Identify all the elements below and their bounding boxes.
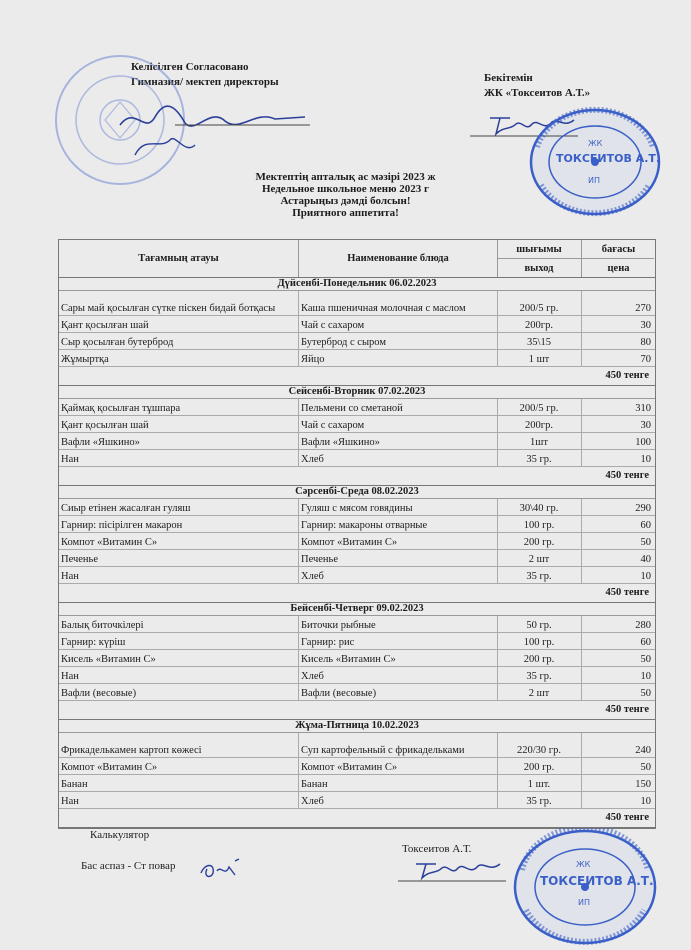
- dish-price: 50: [640, 537, 651, 548]
- dish-name-kz: Вафли (весовые): [61, 688, 137, 699]
- header-ru-cell: [299, 240, 497, 277]
- column-divider: [581, 333, 582, 349]
- menu-row: [59, 550, 655, 567]
- dish-portion: 200/5 гр.: [519, 403, 559, 414]
- column-divider: [298, 616, 299, 632]
- dish-name-ru: Гарнир: макароны отварные: [301, 520, 428, 531]
- dish-name-ru: Вафли (весовые): [301, 688, 377, 699]
- menu-row: [59, 499, 655, 516]
- column-divider: [497, 450, 498, 466]
- dish-name-ru: Банан: [301, 779, 328, 790]
- title-line1: Мектептің апталық ас мәзірі 2023 ж: [255, 171, 436, 183]
- stamp-bottom-name: ТОКСЕИТОВ А.Т.: [540, 874, 654, 888]
- dish-name-ru: Яйцо: [301, 354, 325, 365]
- column-divider: [497, 433, 498, 449]
- dish-portion: 2 шт: [528, 688, 550, 699]
- dish-portion: 1 шт: [528, 354, 550, 365]
- dish-name-kz: Банан: [61, 779, 88, 790]
- stamp-bottom-kz-abbr: ЖК: [576, 860, 591, 869]
- column-divider: [298, 733, 299, 757]
- footer-signature: [398, 858, 508, 884]
- column-divider: [497, 350, 498, 366]
- dish-name-kz: Балық биточкілері: [61, 620, 144, 631]
- dish-name-ru: Пельмени со сметаной: [301, 403, 403, 414]
- dish-name-ru: Хлеб: [301, 796, 324, 807]
- calc-name: Токсеитов А.Т.: [402, 843, 472, 855]
- dish-portion: 100 гр.: [523, 520, 555, 531]
- dish-name-kz: Гарнир: пісірілген макарон: [61, 520, 183, 531]
- header-price-ru: цена: [607, 262, 630, 274]
- dish-portion: 50 гр.: [526, 620, 552, 631]
- column-divider: [581, 399, 582, 415]
- dish-name-kz: Қант қосылған шай: [61, 320, 149, 331]
- menu-row: [59, 792, 655, 809]
- dish-portion: 200 гр.: [523, 537, 555, 548]
- column-divider: [298, 316, 299, 332]
- column-divider: [497, 333, 498, 349]
- column-divider: [298, 350, 299, 366]
- day-header: Жұма-Пятница 10.02.2023: [59, 720, 655, 733]
- dish-name-ru: Каша пшеничная молочная с маслом: [301, 303, 466, 314]
- dish-name-kz: Гарнир: күріш: [61, 637, 126, 648]
- dish-name-kz: Нан: [61, 571, 79, 582]
- days-container: [59, 278, 655, 828]
- header-price-ru-cell: [582, 259, 655, 277]
- header-qty-ru: выход: [524, 262, 554, 274]
- column-divider: [581, 316, 582, 332]
- column-divider: [497, 291, 498, 315]
- dish-price: 50: [640, 688, 651, 699]
- approval-left-line1: Келісілген Согласовано: [131, 61, 249, 73]
- dish-portion: 220/30 гр.: [517, 745, 561, 756]
- column-divider: [581, 775, 582, 791]
- stamp-top-abbr: ИП: [588, 176, 600, 185]
- column-divider: [298, 333, 299, 349]
- column-divider: [581, 616, 582, 632]
- dish-name-ru: Хлеб: [301, 671, 324, 682]
- column-divider: [298, 650, 299, 666]
- dish-portion: 1 шт.: [527, 779, 551, 790]
- cook-signature: [195, 855, 255, 885]
- dish-name-ru: Компот «Витамин С»: [301, 762, 398, 773]
- dish-portion: 100 гр.: [523, 637, 555, 648]
- menu-row: [59, 684, 655, 701]
- column-divider: [581, 499, 582, 515]
- dish-name-ru: Кисель «Витамин С»: [301, 654, 396, 665]
- day-total: 450 тенге: [59, 701, 655, 720]
- column-divider: [581, 792, 582, 808]
- column-divider: [497, 633, 498, 649]
- dish-name-ru: Чай с сахаром: [301, 420, 365, 431]
- dish-price: 100: [635, 437, 651, 448]
- director-signature: [115, 95, 315, 165]
- approval-right-line1: Бекітемін: [484, 72, 533, 84]
- dish-name-kz: Сары май қосылған сүтке піскен бидай ботқасы: [61, 303, 276, 314]
- column-divider: [298, 792, 299, 808]
- menu-row: [59, 433, 655, 450]
- dish-name-ru: Хлеб: [301, 571, 324, 582]
- column-divider: [497, 567, 498, 583]
- header-split: [497, 258, 654, 259]
- menu-row: [59, 450, 655, 467]
- dish-portion: 35 гр.: [526, 454, 552, 465]
- header-price-kz-cell: [582, 240, 655, 258]
- menu-title: [0, 171, 691, 219]
- menu-row: [59, 633, 655, 650]
- dish-name-ru: Чай с сахаром: [301, 320, 365, 331]
- dish-portion: 200/5 гр.: [519, 303, 559, 314]
- dish-price: 10: [640, 571, 651, 582]
- dish-name-kz: Фрикаделькамен картоп көжесі: [61, 745, 202, 756]
- menu-row: [59, 567, 655, 584]
- dish-name-kz: Компот «Витамин С»: [61, 762, 158, 773]
- column-divider: [497, 775, 498, 791]
- menu-row: [59, 775, 655, 792]
- dish-name-ru: Биточки рыбные: [301, 620, 376, 631]
- dish-name-kz: Нан: [61, 671, 79, 682]
- dish-name-kz: Қаймақ қосылған тұшпара: [61, 403, 181, 414]
- calc-label: Калькулятор: [90, 829, 150, 841]
- header-kz: Тағамның атауы: [138, 253, 219, 264]
- menu-row: [59, 758, 655, 775]
- column-divider: [298, 667, 299, 683]
- dish-price: 70: [640, 354, 651, 365]
- column-divider: [298, 433, 299, 449]
- column-divider: [497, 533, 498, 549]
- dish-price: 30: [640, 320, 651, 331]
- column-divider: [581, 533, 582, 549]
- stamp-top-name: ТОКСЕИТОВ А.Т.: [556, 152, 661, 165]
- column-divider: [581, 684, 582, 700]
- dish-price: 240: [635, 745, 651, 756]
- column-divider: [581, 350, 582, 366]
- header-qty-kz-cell: [497, 240, 581, 258]
- dish-price: 10: [640, 671, 651, 682]
- day-total: 450 тенге: [59, 809, 655, 828]
- day-header: Сейсенбі-Вторник 07.02.2023: [59, 386, 655, 399]
- column-divider: [298, 416, 299, 432]
- column-divider: [581, 650, 582, 666]
- dish-name-kz: Печенье: [61, 554, 98, 565]
- column-divider: [581, 450, 582, 466]
- menu-row: [59, 333, 655, 350]
- dish-name-kz: Сиыр етінен жасалған гуляш: [61, 503, 191, 514]
- dish-portion: 1шт: [530, 437, 548, 448]
- dish-name-kz: Нан: [61, 454, 79, 465]
- column-divider: [497, 316, 498, 332]
- column-divider: [581, 416, 582, 432]
- column-divider: [497, 550, 498, 566]
- dish-price: 10: [640, 454, 651, 465]
- column-divider: [497, 516, 498, 532]
- day-header: Дүйсенбі-Понедельник 06.02.2023: [59, 278, 655, 291]
- menu-row: [59, 399, 655, 416]
- approval-right-line2: ЖК «Токсеитов А.Т.»: [484, 87, 591, 99]
- dish-portion: 200гр.: [525, 420, 553, 431]
- dish-name-ru: Гуляш с мясом говядины: [301, 503, 413, 514]
- dish-price: 60: [640, 520, 651, 531]
- dish-portion: 35 гр.: [526, 571, 552, 582]
- column-divider: [298, 516, 299, 532]
- column-divider: [298, 633, 299, 649]
- dish-price: 30: [640, 420, 651, 431]
- dish-price: 50: [640, 762, 651, 773]
- dish-name-ru: Печенье: [301, 554, 338, 565]
- column-divider: [298, 567, 299, 583]
- dish-price: 310: [635, 403, 651, 414]
- dish-portion: 200 гр.: [523, 654, 555, 665]
- column-divider: [581, 550, 582, 566]
- dish-portion: 35 гр.: [526, 796, 552, 807]
- dish-name-ru: Компот «Витамин С»: [301, 537, 398, 548]
- column-divider: [298, 758, 299, 774]
- column-divider: [497, 667, 498, 683]
- dish-name-ru: Суп картофельный с фрикадельками: [301, 745, 465, 756]
- table-header: [59, 239, 655, 278]
- dish-name-kz: Кисель «Витамин С»: [61, 654, 156, 665]
- header-divider: [298, 240, 299, 277]
- menu-row: [59, 667, 655, 684]
- menu-row: [59, 616, 655, 633]
- column-divider: [497, 733, 498, 757]
- title-line3: Астарыңыз дәмді болсын!: [280, 195, 411, 207]
- column-divider: [298, 499, 299, 515]
- approval-left-line2: Гимназия/ мектеп директоры: [131, 76, 279, 88]
- dish-portion: 200гр.: [525, 320, 553, 331]
- column-divider: [497, 416, 498, 432]
- column-divider: [581, 516, 582, 532]
- column-divider: [497, 650, 498, 666]
- dish-price: 270: [635, 303, 651, 314]
- dish-name-ru: Хлеб: [301, 454, 324, 465]
- column-divider: [581, 667, 582, 683]
- header-qty-kz: шығымы: [516, 243, 562, 255]
- dish-price: 280: [635, 620, 651, 631]
- column-divider: [298, 450, 299, 466]
- day-total: 450 тенге: [59, 367, 655, 386]
- column-divider: [298, 684, 299, 700]
- dish-portion: 2 шт: [528, 554, 550, 565]
- header-price-kz: бағасы: [601, 243, 636, 255]
- column-divider: [497, 499, 498, 515]
- weekly-menu-table: [58, 239, 656, 829]
- column-divider: [581, 567, 582, 583]
- dish-price: 150: [635, 779, 651, 790]
- header-ru: Наименование блюда: [347, 253, 449, 264]
- column-divider: [298, 533, 299, 549]
- day-header: Сәрсенбі-Среда 08.02.2023: [59, 486, 655, 499]
- dish-portion: 200 гр.: [523, 762, 555, 773]
- menu-row: [59, 316, 655, 333]
- column-divider: [298, 399, 299, 415]
- dish-name-kz: Сыр қосылған бутерброд: [61, 337, 174, 348]
- dish-price: 10: [640, 796, 651, 807]
- column-divider: [581, 291, 582, 315]
- dish-name-kz: Жұмыртқа: [61, 354, 109, 365]
- dish-name-kz: Нан: [61, 796, 79, 807]
- menu-row: [59, 350, 655, 367]
- title-line4: Приятного аппетита!: [292, 207, 399, 219]
- day-total: 450 тенге: [59, 584, 655, 603]
- dish-portion: 30\40 гр.: [519, 503, 559, 514]
- column-divider: [581, 433, 582, 449]
- dish-price: 40: [640, 554, 651, 565]
- dish-name-ru: Вафли «Яшкино»: [301, 437, 380, 448]
- column-divider: [581, 758, 582, 774]
- menu-row: [59, 416, 655, 433]
- menu-row: [59, 516, 655, 533]
- column-divider: [497, 792, 498, 808]
- day-total: 450 тенге: [59, 467, 655, 486]
- column-divider: [497, 399, 498, 415]
- menu-row: [59, 291, 655, 316]
- approval-right: [484, 71, 590, 101]
- stamp-top-kz-abbr: ЖК: [588, 139, 603, 148]
- dish-price: 290: [635, 503, 651, 514]
- dish-portion: 35 гр.: [526, 671, 552, 682]
- dish-name-ru: Гарнир: рис: [301, 637, 355, 648]
- menu-row: [59, 650, 655, 667]
- column-divider: [497, 684, 498, 700]
- column-divider: [298, 775, 299, 791]
- dish-price: 50: [640, 654, 651, 665]
- cook-label: Бас аспаз - Ст повар: [81, 860, 176, 872]
- dish-name-kz: Компот «Витамин С»: [61, 537, 158, 548]
- dish-price: 60: [640, 637, 651, 648]
- dish-name-kz: Вафли «Яшкино»: [61, 437, 140, 448]
- stamp-bottom-abbr: ИП: [578, 898, 590, 907]
- column-divider: [298, 291, 299, 315]
- column-divider: [298, 550, 299, 566]
- column-divider: [497, 758, 498, 774]
- day-header: Бейсенбі-Четверг 09.02.2023: [59, 603, 655, 616]
- column-divider: [497, 616, 498, 632]
- dish-name-ru: Бутерброд с сыром: [301, 337, 386, 348]
- menu-row: [59, 733, 655, 758]
- title-line2: Недельное школьное меню 2023 г: [261, 183, 430, 195]
- dish-name-kz: Қант қосылған шай: [61, 420, 149, 431]
- column-divider: [581, 633, 582, 649]
- header-qty-ru-cell: [497, 259, 581, 277]
- header-kz-cell: [59, 240, 298, 277]
- dish-price: 80: [640, 337, 651, 348]
- column-divider: [581, 733, 582, 757]
- menu-row: [59, 533, 655, 550]
- dish-portion: 35\15: [527, 337, 551, 348]
